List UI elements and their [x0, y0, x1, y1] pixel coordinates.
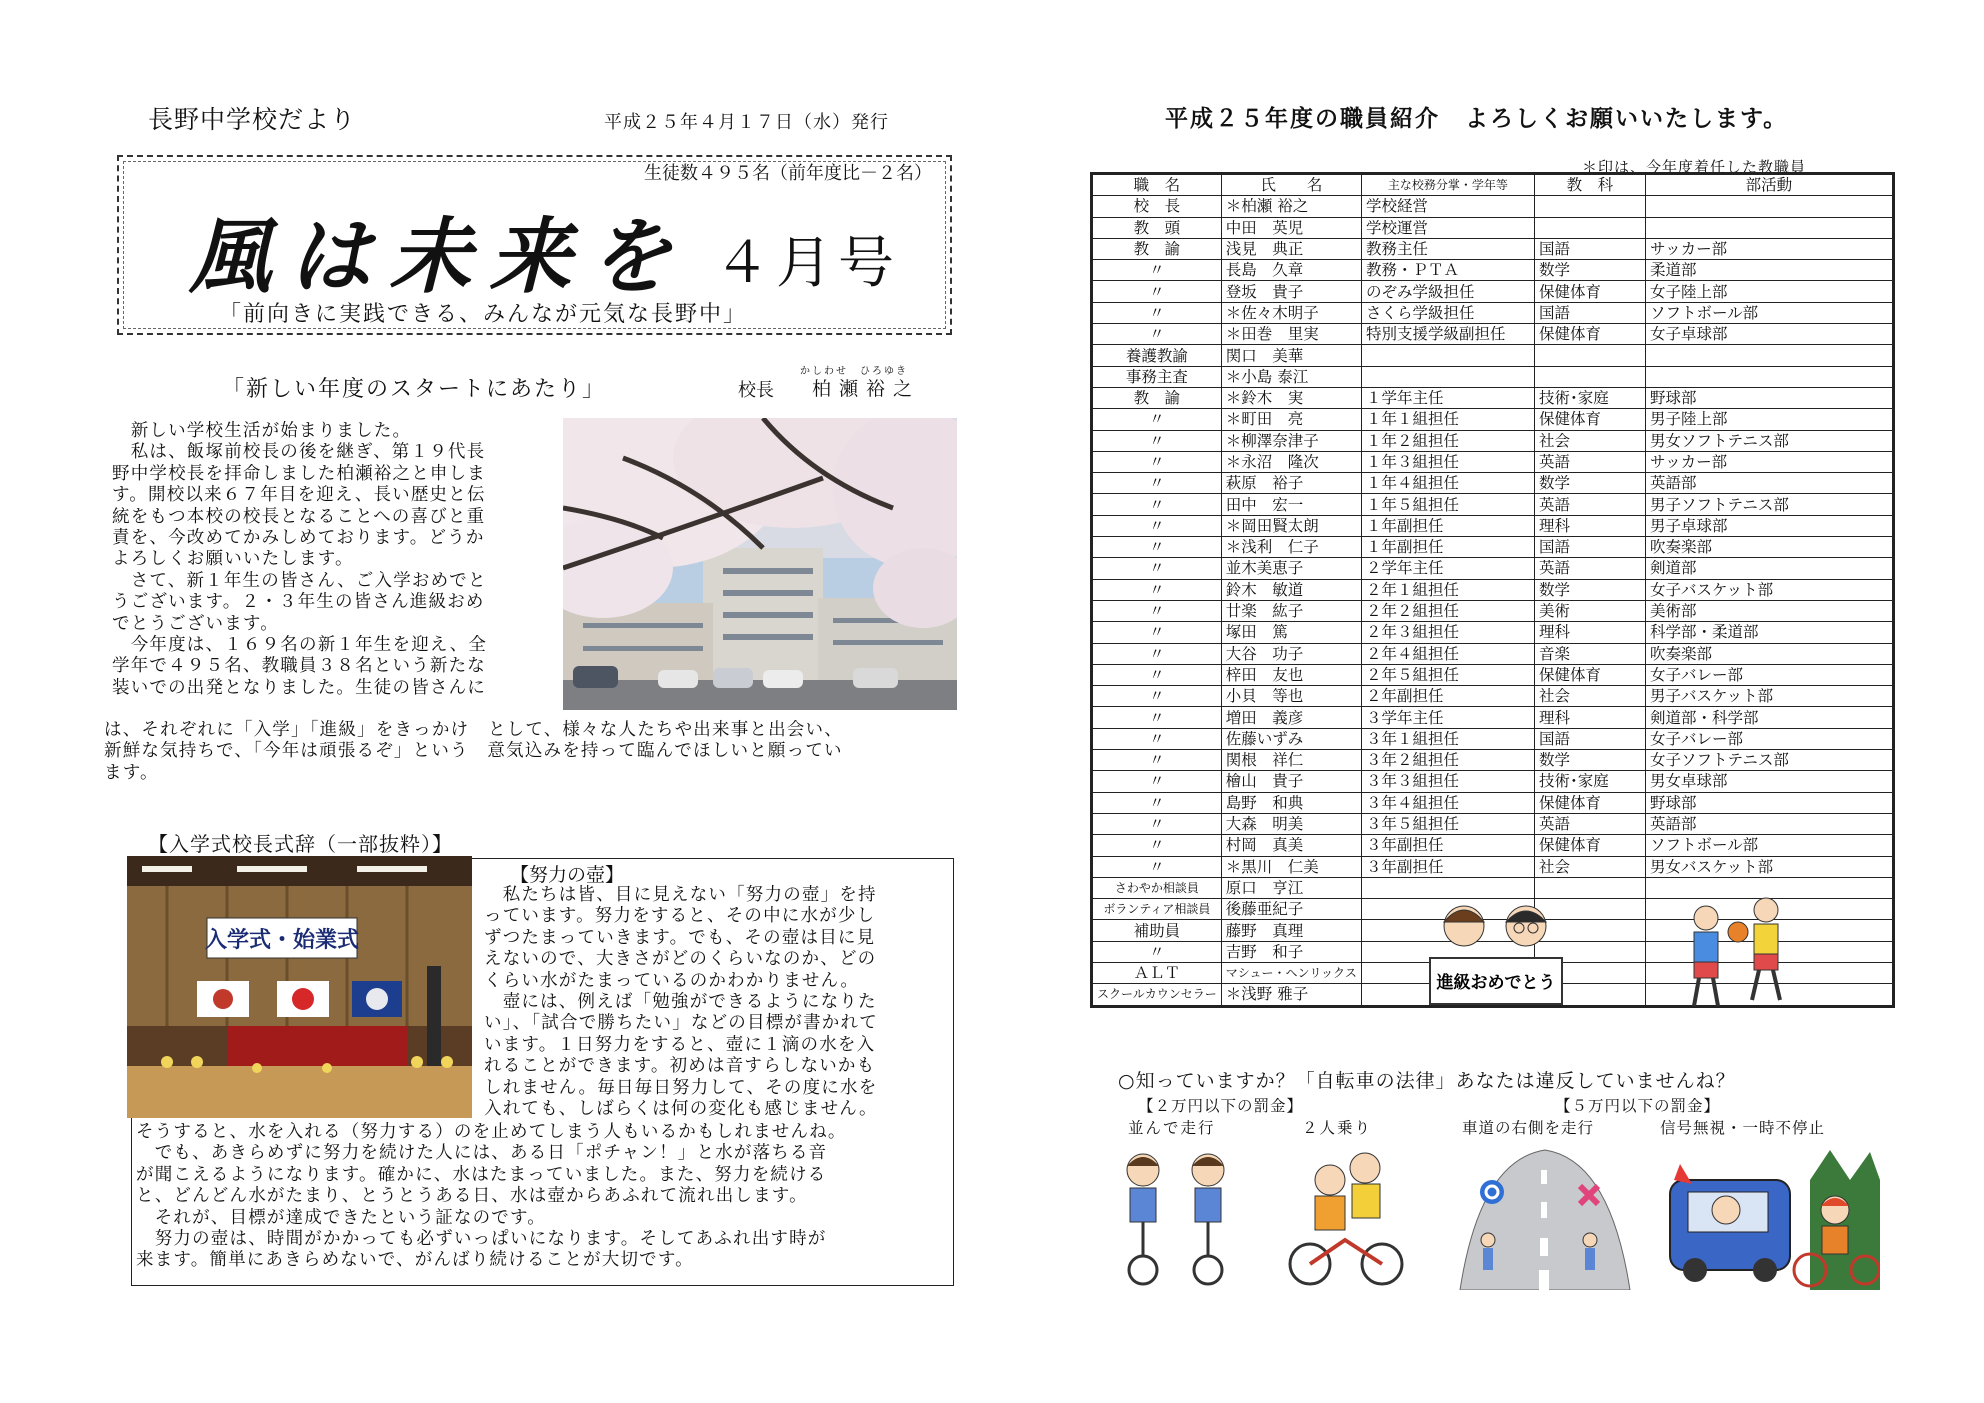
- staff-name: 梓田 友也: [1221, 664, 1361, 685]
- header-subject: 教 科: [1534, 175, 1645, 196]
- staff-subject: 国語: [1534, 302, 1645, 323]
- staff-role: 〃: [1093, 600, 1222, 621]
- header-club: 部活動: [1645, 175, 1892, 196]
- staff-club: ソフトボール部: [1645, 302, 1892, 323]
- staff-row: [1093, 196, 1893, 217]
- staff-subject: 保健体育: [1534, 664, 1645, 685]
- school-motto: 「前向きに実践できる、みんなが元気な長野中」: [219, 302, 748, 327]
- staff-row: [1093, 600, 1893, 621]
- staff-duty: のぞみ学級担任: [1361, 281, 1534, 302]
- staff-name: ＊浅野 雅子: [1221, 984, 1361, 1005]
- staff-name: 増田 義彦: [1221, 707, 1361, 728]
- staff-subject: 技術･家庭: [1534, 387, 1645, 408]
- staff-role: 事務主査: [1093, 366, 1222, 387]
- staff-duty: [1361, 345, 1534, 366]
- staff-club: 英語部: [1645, 813, 1892, 834]
- staff-club: 英語部: [1645, 473, 1892, 494]
- staff-subject: 保健体育: [1534, 409, 1645, 430]
- staff-row: [1093, 324, 1893, 345]
- staff-role: 〃: [1093, 686, 1222, 707]
- staff-role: 〃: [1093, 813, 1222, 834]
- staff-subject: [1534, 196, 1645, 217]
- staff-row: [1093, 643, 1893, 664]
- staff-club: 女子陸上部: [1645, 281, 1892, 302]
- newsletter-name: 長野中学校だより: [148, 105, 357, 134]
- staff-subject: 国語: [1534, 728, 1645, 749]
- staff-subject: 英語: [1534, 494, 1645, 515]
- title-box: [117, 155, 952, 335]
- staff-name: 島野 和典: [1221, 792, 1361, 813]
- staff-role: 〃: [1093, 941, 1222, 962]
- staff-role: 〃: [1093, 558, 1222, 579]
- staff-subject: 数学: [1534, 579, 1645, 600]
- congrats-sign-text: 進級おめでとう: [1436, 973, 1556, 993]
- staff-row: [1093, 579, 1893, 600]
- staff-row: [1093, 366, 1893, 387]
- staff-name: 長島 久章: [1221, 260, 1361, 281]
- staff-row: [1093, 473, 1893, 494]
- staff-row: [1093, 537, 1893, 558]
- staff-row: [1093, 686, 1893, 707]
- staff-club: 男子卓球部: [1645, 515, 1892, 536]
- staff-duty: ３年３組担任: [1361, 771, 1534, 792]
- principal-name-ruby: かしわせ ひろゆき: [800, 366, 908, 377]
- staff-name: マシュー・ヘンリックス: [1221, 962, 1361, 983]
- staff-role: 〃: [1093, 537, 1222, 558]
- staff-club: 女子卓球部: [1645, 324, 1892, 345]
- staff-subject: 国語: [1534, 537, 1645, 558]
- staff-club: 女子ソフトテニス部: [1645, 750, 1892, 771]
- staff-role: 〃: [1093, 473, 1222, 494]
- staff-subject: 社会: [1534, 856, 1645, 877]
- staff-club: 柔道部: [1645, 260, 1892, 281]
- staff-name: 吉野 和子: [1221, 941, 1361, 962]
- staff-role: 校 長: [1093, 196, 1222, 217]
- staff-duty: １年５組担任: [1361, 494, 1534, 515]
- staff-row: [1093, 430, 1893, 451]
- staff-duty: [1361, 366, 1534, 387]
- staff-row: [1093, 281, 1893, 302]
- staff-role: 〃: [1093, 302, 1222, 323]
- staff-role: 〃: [1093, 835, 1222, 856]
- staff-row: [1093, 856, 1893, 877]
- staff-row: [1093, 409, 1893, 430]
- staff-role: ボランティア相談員: [1093, 899, 1222, 920]
- staff-club: 吹奏楽部: [1645, 643, 1892, 664]
- staff-club: [1645, 217, 1892, 238]
- staff-role: さわやか相談員: [1093, 877, 1222, 898]
- staff-duty: ３学年主任: [1361, 707, 1534, 728]
- staff-row: [1093, 771, 1893, 792]
- ceremony-banner-text: 入学式・始業式: [204, 928, 360, 953]
- staff-club: 野球部: [1645, 792, 1892, 813]
- staff-duty: 特別支援学級副担任: [1361, 324, 1534, 345]
- staff-table: [1092, 174, 1893, 1006]
- effort-pot-title: 【努力の壺】: [510, 864, 625, 886]
- staff-name: 佐藤いずみ: [1221, 728, 1361, 749]
- staff-row: [1093, 664, 1893, 685]
- staff-name: ＊黒川 仁美: [1221, 856, 1361, 877]
- staff-role: 〃: [1093, 324, 1222, 345]
- violation-right-side: 車道の右側を走行: [1462, 1119, 1595, 1137]
- staff-duty: ２年１組担任: [1361, 579, 1534, 600]
- violation-side-by-side: 並んで走行: [1128, 1119, 1216, 1137]
- staff-club: 男女卓球部: [1645, 771, 1892, 792]
- staff-club: [1645, 196, 1892, 217]
- entrance-ceremony-photo: [127, 856, 472, 1118]
- staff-role: 〃: [1093, 409, 1222, 430]
- student-count: 生徒数４９５名（前年度比－２名）: [644, 163, 932, 184]
- issue-date: 平成２５年４月１７日（水）発行: [604, 112, 889, 133]
- staff-role: 〃: [1093, 792, 1222, 813]
- staff-name: 大谷 功子: [1221, 643, 1361, 664]
- staff-club: 吹奏楽部: [1645, 537, 1892, 558]
- staff-row: [1093, 494, 1893, 515]
- staff-role: ＡＬＴ: [1093, 962, 1222, 983]
- staff-club: 男子陸上部: [1645, 409, 1892, 430]
- staff-duty: ３年副担任: [1361, 835, 1534, 856]
- fine-50000-label: 【５万円以下の罰金】: [1555, 1097, 1721, 1115]
- staff-row: [1093, 622, 1893, 643]
- staff-club: 男女ソフトテニス部: [1645, 430, 1892, 451]
- staff-name: ＊鈴木 実: [1221, 387, 1361, 408]
- staff-row: [1093, 707, 1893, 728]
- staff-name: ＊柏瀬 裕之: [1221, 196, 1361, 217]
- principal-label: 校長: [738, 380, 774, 401]
- staff-duty: ２年４組担任: [1361, 643, 1534, 664]
- staff-duty: １年１組担任: [1361, 409, 1534, 430]
- staff-role: 〃: [1093, 515, 1222, 536]
- staff-club: 男女バスケット部: [1645, 856, 1892, 877]
- staff-row: [1093, 515, 1893, 536]
- staff-duty: ３年４組担任: [1361, 792, 1534, 813]
- staff-duty: ３年５組担任: [1361, 813, 1534, 834]
- staff-subject: 数学: [1534, 750, 1645, 771]
- staff-name: 村岡 真美: [1221, 835, 1361, 856]
- side-by-side-riding-illustration: [1098, 1140, 1258, 1290]
- staff-subject: 理科: [1534, 622, 1645, 643]
- staff-role: 〃: [1093, 260, 1222, 281]
- staff-duty: 教務主任: [1361, 238, 1534, 259]
- staff-role: 教 諭: [1093, 387, 1222, 408]
- effort-pot-text: 私たちは皆、目に見えない「努力の壺」を持 っています。努力をすると、その中に水が少し ずつたまっていきます。でも、その壺は目に見 えないので、大きさがどのくらいなのか、どの くらい水がたまっているのかわかりません。 壺には、例えば「勉強ができるようになりた い」、「試合で勝ちたい」などの目標が書かれて います。１日努力をすると、壺に１滴の水を入 れることができます。初めは音すらしないかも しれません。毎日毎日努力して、その度に水を 入れても、しばらくは何の変化も感じません。: [484, 885, 878, 1120]
- staff-role: 〃: [1093, 750, 1222, 771]
- staff-name: 萩原 裕子: [1221, 473, 1361, 494]
- staff-duty: １年副担任: [1361, 515, 1534, 536]
- staff-name: ＊佐々木明子: [1221, 302, 1361, 323]
- staff-row: [1093, 813, 1893, 834]
- staff-role: 〃: [1093, 856, 1222, 877]
- staff-duty: 学校運営: [1361, 217, 1534, 238]
- staff-club: 男子バスケット部: [1645, 686, 1892, 707]
- staff-row: [1093, 792, 1893, 813]
- effort-pot-text-continued: そうすると、水を入れる（努力する）のを止めてしまう人もいるかもしれませんね。 でも、あきらめずに努力を続けた人には、ある日「ポチャン！」と水が落ちる音 が聞こえるようになります。確かに、水はたまっていました。また、努力を続ける と、どんどん水がたまり、とうとうある日、水は壺からあふれて流れ出します。 それが、目標が達成できたという証なのです。 努力の壺は、時間がかかっても必ずいっぱいになります。そしてあふれ出す時が 来ます。簡単にあきらめないで、がんばり続けることが大切です。: [136, 1122, 847, 1271]
- two-riders-illustration: [1270, 1140, 1420, 1290]
- school-cherry-blossom-photo: [563, 418, 957, 710]
- staff-subject: 理科: [1534, 707, 1645, 728]
- staff-name: ＊岡田賢太朗: [1221, 515, 1361, 536]
- staff-club: 女子バレー部: [1645, 728, 1892, 749]
- staff-role: 〃: [1093, 771, 1222, 792]
- header-name: 氏 名: [1221, 175, 1361, 196]
- staff-note: ＊印は、今年度着任した教職員: [1582, 158, 1807, 176]
- staff-subject: 保健体育: [1534, 792, 1645, 813]
- staff-role: スクールカウンセラー: [1093, 984, 1222, 1005]
- staff-club: 女子バレー部: [1645, 664, 1892, 685]
- staff-duty: １学年主任: [1361, 387, 1534, 408]
- staff-row: [1093, 260, 1893, 281]
- main-title: 風は未来を: [189, 209, 689, 305]
- violation-two-riders: ２人乗り: [1302, 1119, 1373, 1137]
- staff-club: サッカー部: [1645, 451, 1892, 472]
- staff-name: 塚田 篤: [1221, 622, 1361, 643]
- staff-row: [1093, 302, 1893, 323]
- header-duty: 主な校務分掌・学年等: [1361, 175, 1534, 196]
- staff-subject: 保健体育: [1534, 281, 1645, 302]
- staff-duty: 学校経営: [1361, 196, 1534, 217]
- staff-name: ＊町田 亮: [1221, 409, 1361, 430]
- signal-ignore-illustration: [1660, 1140, 1880, 1290]
- staff-role: 教 頭: [1093, 217, 1222, 238]
- principal-name: 柏瀬裕之: [812, 378, 921, 400]
- staff-duty: ３年１組担任: [1361, 728, 1534, 749]
- staff-role: 養護教諭: [1093, 345, 1222, 366]
- staff-name: 田中 宏一: [1221, 494, 1361, 515]
- staff-club: 女子バスケット部: [1645, 579, 1892, 600]
- staff-club: [1645, 345, 1892, 366]
- staff-name: 小貝 等也: [1221, 686, 1361, 707]
- staff-subject: 社会: [1534, 430, 1645, 451]
- staff-role: 〃: [1093, 281, 1222, 302]
- staff-subject: 社会: [1534, 686, 1645, 707]
- staff-duty: ２年２組担任: [1361, 600, 1534, 621]
- staff-row: [1093, 558, 1893, 579]
- header-role: 職 名: [1093, 175, 1222, 196]
- staff-duty: ２学年主任: [1361, 558, 1534, 579]
- staff-club: 美術部: [1645, 600, 1892, 621]
- staff-role: 〃: [1093, 622, 1222, 643]
- staff-club: ソフトボール部: [1645, 835, 1892, 856]
- staff-row: [1093, 835, 1893, 856]
- staff-name: 原口 亨江: [1221, 877, 1361, 898]
- staff-name: ＊永沼 隆次: [1221, 451, 1361, 472]
- staff-name: 後藤亜紀子: [1221, 899, 1361, 920]
- students-congrats-illustration: [1426, 896, 1566, 1012]
- staff-role: 〃: [1093, 643, 1222, 664]
- staff-subject: 英語: [1534, 813, 1645, 834]
- staff-duty: １年副担任: [1361, 537, 1534, 558]
- staff-subject: [1534, 366, 1645, 387]
- staff-name: 大森 明美: [1221, 813, 1361, 834]
- staff-subject: [1534, 345, 1645, 366]
- staff-club: サッカー部: [1645, 238, 1892, 259]
- fine-20000-label: 【２万円以下の罰金】: [1138, 1097, 1304, 1115]
- staff-name: 関口 美華: [1221, 345, 1361, 366]
- staff-role: 〃: [1093, 707, 1222, 728]
- staff-name: 檜山 貴子: [1221, 771, 1361, 792]
- staff-subject: 数学: [1534, 473, 1645, 494]
- staff-name: 中田 英児: [1221, 217, 1361, 238]
- staff-row: [1093, 217, 1893, 238]
- violation-signal: 信号無視・一時不停止: [1660, 1119, 1826, 1137]
- staff-duty: ３年副担任: [1361, 856, 1534, 877]
- staff-club: [1645, 366, 1892, 387]
- staff-club: 剣道部: [1645, 558, 1892, 579]
- staff-row: [1093, 387, 1893, 408]
- staff-row: [1093, 345, 1893, 366]
- month-issue: ４月号: [714, 231, 900, 296]
- staff-duty: １年４組担任: [1361, 473, 1534, 494]
- staff-subject: 美術: [1534, 600, 1645, 621]
- staff-duty: 教務・ＰＴＡ: [1361, 260, 1534, 281]
- staff-duty: １年３組担任: [1361, 451, 1534, 472]
- greeting-title: 「新しい年度のスタートにあたり」: [222, 377, 607, 402]
- staff-name: ＊柳澤奈津子: [1221, 430, 1361, 451]
- staff-intro-title: 平成２５年度の職員紹介 よろしくお願いいたします。: [1165, 106, 1789, 132]
- staff-role: 〃: [1093, 579, 1222, 600]
- staff-role: 〃: [1093, 728, 1222, 749]
- staff-role: 〃: [1093, 430, 1222, 451]
- staff-duty: ２年５組担任: [1361, 664, 1534, 685]
- ceremony-heading: 【入学式校長式辞（一部抜粋）】: [148, 832, 453, 856]
- staff-subject: 国語: [1534, 238, 1645, 259]
- staff-table-header: [1093, 175, 1893, 196]
- staff-name: 並木美恵子: [1221, 558, 1361, 579]
- staff-duty: ２年副担任: [1361, 686, 1534, 707]
- staff-name: 廿楽 紘子: [1221, 600, 1361, 621]
- staff-duty: さくら学級担任: [1361, 302, 1534, 323]
- staff-name: ＊浅利 仁子: [1221, 537, 1361, 558]
- staff-name: 鈴木 敏道: [1221, 579, 1361, 600]
- greeting-text: 新しい学校生活が始まりました。 私は、飯塚前校長の後を継ぎ、第１９代長 野中学校長を拝命しました柏瀬裕之と申しま す。開校以来６７年目を迎え、長い歴史と伝 統をもつ本校の校長となることへの喜びと重 責を、今改めてかみしめております。どうか よろしくお願いいたします。 さて、新１年生の皆さん、ご入学おめでと うございます。２・３年生の皆さん進級おめ でとうございます。 今年度は、１６９名の新１年生を迎え、全 学年で４９５名、教職員３８名という新たな 装いでの出発となりました。生徒の皆さんに: [112, 421, 488, 698]
- staff-role: 〃: [1093, 451, 1222, 472]
- staff-subject: 英語: [1534, 451, 1645, 472]
- staff-club: 野球部: [1645, 387, 1892, 408]
- right-side-road-illustration: [1440, 1140, 1650, 1290]
- staff-role: 教 諭: [1093, 238, 1222, 259]
- staff-subject: 数学: [1534, 260, 1645, 281]
- staff-row: [1093, 451, 1893, 472]
- staff-role: 〃: [1093, 664, 1222, 685]
- bicycle-law-title: ○知っていますか？「自転車の法律」あなたは違反していませんね？: [1118, 1070, 1736, 1092]
- greeting-text-continued: は、それぞれに「入学」「進級」をきっかけ として、様々な人たちや出来事と出会い、 新鮮な気持ちで、「今年は頑張るぞ」という 意気込みを持って臨んでほしいと願ってい ます。: [104, 720, 843, 783]
- staff-duty: ２年３組担任: [1361, 622, 1534, 643]
- staff-name: ＊田巻 里実: [1221, 324, 1361, 345]
- staff-subject: 理科: [1534, 515, 1645, 536]
- staff-subject: 保健体育: [1534, 835, 1645, 856]
- staff-duty: １年２組担任: [1361, 430, 1534, 451]
- staff-name: 浅見 典正: [1221, 238, 1361, 259]
- basketball-illustration: [1666, 896, 1806, 1016]
- staff-role: 〃: [1093, 494, 1222, 515]
- staff-name: 登坂 貴子: [1221, 281, 1361, 302]
- staff-subject: [1534, 217, 1645, 238]
- staff-name: ＊小島 泰江: [1221, 366, 1361, 387]
- staff-club: 剣道部・科学部: [1645, 707, 1892, 728]
- staff-subject: 保健体育: [1534, 324, 1645, 345]
- staff-club: 科学部・柔道部: [1645, 622, 1892, 643]
- staff-row: [1093, 238, 1893, 259]
- staff-row: [1093, 750, 1893, 771]
- staff-subject: 音楽: [1534, 643, 1645, 664]
- staff-duty: ３年２組担任: [1361, 750, 1534, 771]
- staff-subject: 英語: [1534, 558, 1645, 579]
- staff-row: [1093, 728, 1893, 749]
- staff-name: 関根 祥仁: [1221, 750, 1361, 771]
- staff-subject: 技術･家庭: [1534, 771, 1645, 792]
- staff-club: 男子ソフトテニス部: [1645, 494, 1892, 515]
- staff-role: 補助員: [1093, 920, 1222, 941]
- staff-name: 藤野 真理: [1221, 920, 1361, 941]
